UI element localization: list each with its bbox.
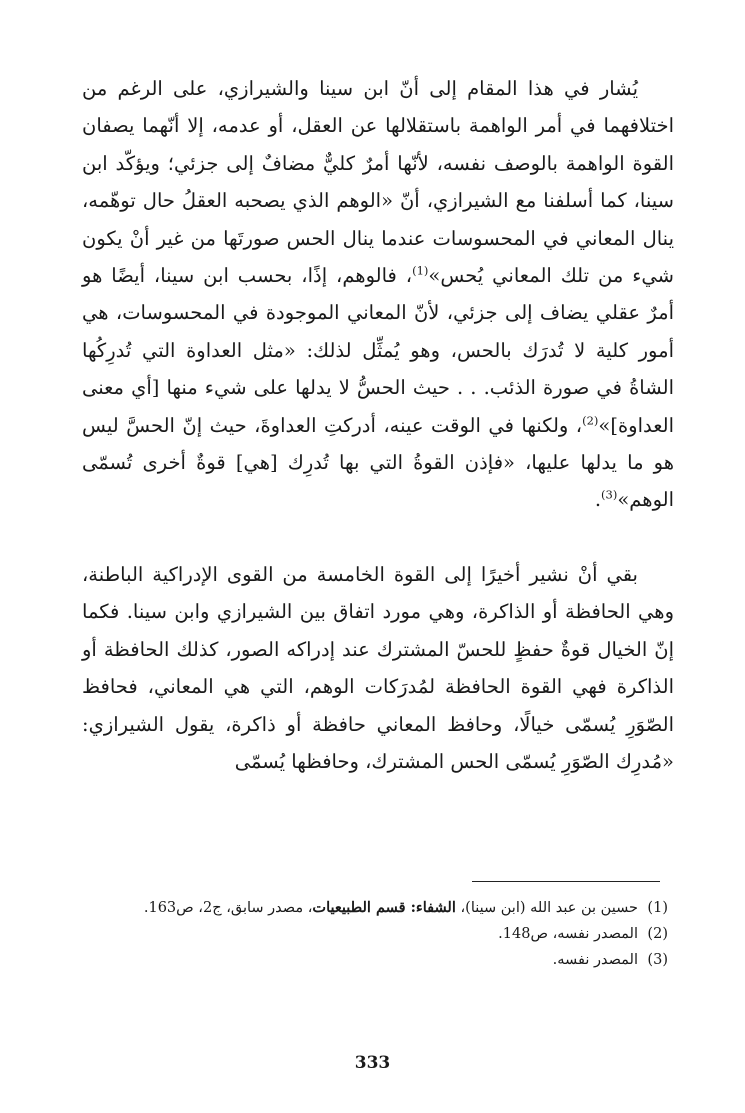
footnote-3-number: (3) [647,952,668,968]
footnotes [82,895,674,973]
paragraph-1-part-3: ، ولكنها في الوقت عينه، أدركتِ العداوةَ، حيث إنّ الحسَّ ليس هو ما يدلها عليها، «فإذن القوةُ التي بها تُدرِك [هي] قوةٌ أخرى تُسمّى الوهم» [82,413,674,512]
footnote-ref-1: (1) [412,263,429,278]
footnote-3 [82,947,674,973]
footnote-ref-2: (2) [582,413,599,428]
footnote-3-text: المصدر نفسه. [552,952,638,968]
paragraph-1-part-1: يُشار في هذا المقام إلى أنّ ابن سينا والشيرازي، على الرغم من اختلافهما في أمر الواهمة باستقلالها عن العقل، أو عدمه، إلا أنّهما يصفان القوة الواهمة بالوصف نفسه، لأنّها أمرٌ كليٌّ مضافٌ إلى جزئي؛ ويؤكّد ابن سينا، كما أسلفنا مع الشيرازي، أنّ «الوهم الذي يصحبه العقلُ حال توهّمه، ينال المعاني في المحسوسات عندما ينال الحس صورتَها من غير أنْ يكون شيء من تلك المعاني يُحس» [82,77,674,288]
footnote-1-number: (1) [647,900,668,916]
footnote-separator [472,881,660,882]
footnote-1 [82,895,674,921]
footnote-ref-3: (3) [601,487,618,502]
footnote-2 [82,921,674,947]
footnote-1-rest: ، مصدر سابق، ج2، ص163. [143,900,313,916]
main-text [82,70,674,780]
footnote-2-number: (2) [647,926,668,942]
page-number: 333 [354,1053,391,1073]
footnote-1-title: الشفاء: قسم الطبيعيات [312,899,456,916]
paragraph-1-part-2: ، فالوهم، إذًا، بحسب ابن سينا، أيضًا هو أمرٌ عقلي يضاف إلى جزئي، لأنّ المعاني الموجودة في المحسوسات، هي أمور كلية لا تُدرَك بالحس، وهو يُمثِّل لذلك: «مثل العداوة التي تُدرِكُها الشاةُ في صورة الذئب. . . حيث الحسُّ لا يدلها على شيء منها [أي معنى العداوة]» [82,264,674,437]
paragraph-2: بقي أنْ نشير أخيرًا إلى القوة الخامسة من القوى الإدراكية الباطنة، وهي الحافظة أو الذاكرة، وهي مورد اتفاق بين الشيرازي وابن سينا. فكما إنّ الخيال قوةٌ حفظٍ للحسّ المشترك عند إدراكه الصور، كذلك الحافظة أو الذاكرة فهي القوة الحافظة لمُدرَكات الوهم، التي هي المعاني، فحافظ الصّوَرِ يُسمّى خيالًا، وحافظ المعاني حافظة أو ذاكرة، يقول الشيرازي: «مُدرِك الصّوَرِ يُسمّى الحس المشترك، وحافظها يُسمّى [82,562,674,773]
paragraph-1-end: . [594,488,602,512]
footnote-1-author: حسين بن عبد الله (ابن سينا)، [455,900,638,916]
footnote-2-text: المصدر نفسه، ص148. [498,926,638,942]
paragraph-1 [82,70,674,519]
